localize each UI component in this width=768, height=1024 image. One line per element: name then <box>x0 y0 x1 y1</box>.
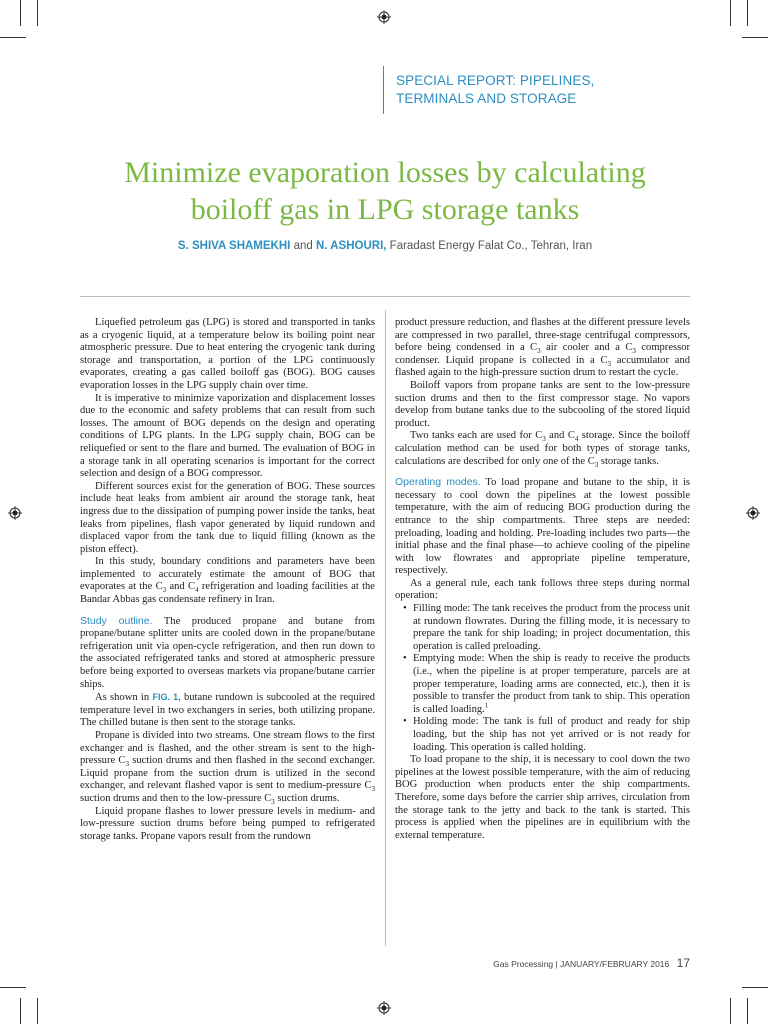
crop-mark-top-right-v <box>730 0 731 26</box>
paragraph-operating-modes: Operating modes. To load propane and butane to the ship, it is necessary to cool down the pipelines at the lowest possible temperature, with the aim of reducing BOG production during the entrance to the ship compartments. Three steps are needed: preloading, loading and holding. Pre-loading includes two parts—the initial phase and the final phase—to achieve cooling of the pipeline with low flowrates and appropriate pipeline temperature, respectively. <box>395 476 691 577</box>
paragraph: Boiloff vapors from propane tanks are sent to the low-pressure suction drums and then to the first compressor stage. No vapors develop from butane tanks due to the subcooling of the stored liquid product. <box>395 379 690 429</box>
issue-date: JANUARY/FEBRUARY 2016 <box>560 959 670 969</box>
article-title <box>60 154 710 228</box>
paragraph: Liquefied petroleum gas (LPG) is stored and transported in tanks as a cryogenic liquid, at a temperature below its boiling point near atmospheric pressure. Due to heat entering the cryogenic tank during storage and transportation, a portion of the LPG continuously evaporates, creating a gas called boiloff gas (BOG). BOG causes evaporation losses in the LPG supply chain over time. <box>80 317 375 391</box>
page-footer <box>480 956 690 970</box>
registration-mark-icon <box>746 506 760 520</box>
section-label-line1: SPECIAL REPORT: PIPELINES, <box>396 73 595 88</box>
paragraph: As a general rule, each tank follows three steps during normal operation: <box>395 577 690 602</box>
title-line2: boiloff gas in LPG storage tanks <box>190 193 580 226</box>
left-column <box>80 317 375 843</box>
paragraph: In this study, boundary conditions and parameters have been implemented to accurately estimate the amount of BOG that evaporates at the $C_3$ and $C_4$ refrigeration and loading facilities at the Bandar Abbas gas condensate refinery in Iran. <box>80 556 375 606</box>
registration-mark-icon <box>377 10 391 24</box>
subhead-operating-modes: Operating modes. <box>395 476 481 489</box>
affiliation: Faradast Energy Falat Co., Tehran, Iran <box>389 240 593 252</box>
paragraph: Different sources exist for the generation of BOG. These sources include heat leaks from ambient air around the storage tank, heat ingress due to the dissipation of pumping power inside the tanks, heat leaks from pipelines, flash vapor generated by liquid rundown and displaced vapor from the tank due to liquid filling (known as the piston effect). <box>80 480 375 555</box>
crop-mark-bottom-right-v <box>730 998 731 1024</box>
list-item: • Holding mode: The tank is full of product and ready for ship loading, but the ship has not yet arrived or is not ready for loading. This operation is called holding. <box>413 716 690 754</box>
crop-mark-top-left-h <box>0 37 26 38</box>
page-number: 17 <box>676 956 690 970</box>
crop-mark-top-left-v <box>37 0 38 26</box>
journal-name: Gas Processing <box>493 959 554 969</box>
author-2: N. ASHOURI, <box>315 240 387 252</box>
right-column <box>395 317 690 842</box>
paragraph: It is imperative to minimize vaporization and displacement losses due to the economic and safety problems that can result from such losses. The amount of BOG depends on the design and operating conditions of LPG plants. In the LPG supply chain, BOG can be reliquefied or sent to the flare and burned. The evaluation of BOG in a storage tank in all operating scenarios is important for the correct selection and design of a BOG compressor. <box>80 392 375 480</box>
paragraph: To load propane to the ship, it is necessary to cool down the two pipelines at the lowest possible temperature, with the aim of reducing BOG production when products enter the ship compartments. Therefore, some days before the carrier ship arrives, circulation from the storage tank to the jetty and back to the tank is started. This process is applied when the pipelines are in equilibrium with the external temperature. <box>395 754 690 841</box>
subhead-study-outline: Study outline. <box>80 614 153 627</box>
crop-mark-top-right-h <box>742 37 768 38</box>
crop-mark-bottom-right-v2 <box>747 998 748 1024</box>
footnote-ref[interactable]: 1 <box>484 701 489 710</box>
crop-mark-top-right-v2 <box>747 0 748 26</box>
column-rule <box>385 310 386 946</box>
author-1: S. SHIVA SHAMEKHI <box>177 240 291 252</box>
crop-mark-bottom-left-h <box>0 987 26 988</box>
registration-mark-icon <box>377 1001 391 1015</box>
list-item: • Emptying mode: When the ship is ready to receive the products (i.e., when the pipeline is at proper temperature, parcels are at proper temperature, loading arms are connected, etc.), then it is possible to transfer the product from tank to ship. This operation is called loading.$^1$ <box>413 653 690 716</box>
crop-mark-bottom-left-v2 <box>20 998 21 1024</box>
paragraph-study-outline: Study outline. The produced propane and butane from propane/butane splitter units are cooled down in the propane/butane refrigeration unit via open-cycle refrigeration, and then run down to the associated refrigerated tanks and stored at atmospheric pressure before being exported to overseas markets via propane/butane carrier ships. <box>80 614 375 690</box>
crop-mark-bottom-right-h <box>742 987 768 988</box>
list-item: • Filling mode: The tank receives the product from the process unit at rundown flowrates. During the filling mode, it is necessary to prepare the tank for ship loading; in project documentation, this operation is called preloading. <box>413 603 690 653</box>
crop-mark-top-left-v2 <box>20 0 21 26</box>
footer-separator: | <box>555 959 558 969</box>
paragraph: As shown in FIG. 1, butane rundown is subcooled at the required temperature level in two exchangers in series, both utilizing propane. The chilled butane is then sent to the storage tanks. <box>80 692 375 729</box>
header-rule <box>80 296 690 297</box>
byline-and: and <box>293 240 313 252</box>
paragraph: Two tanks each are used for $C_3$ and $C_4$ storage. Since the boiloff calculation method can be used for both types of storage tanks, calculations are described for only one of the $C_3$ storage tanks. <box>395 430 690 469</box>
section-label-line2: TERMINALS AND STORAGE <box>396 91 577 106</box>
paragraph: product pressure reduction, and flashes at the different pressure levels are compressed in two parallel, three-stage centrifugal compressors, before being condensed in a $C_3$ air cooler and a $C_3$ compressor condenser. Liquid propane is collected in a $C_3$ accumulator and flashed again to the high-pressure suction drum to restart the cycle. <box>395 317 691 379</box>
paragraph: Propane is divided into two streams. One stream flows to the first exchanger and is flashed, and the other stream is sent to the high-pressure $C_3$ suction drums and then flashed in the second exchanger. Liquid propane from the suction drum is utilized in the second exchanger, and relevant flashed vapor is sent to medium-pressure $C_3$ suction drums and then to the low-pressure $C_3$ suction drums. <box>80 730 375 807</box>
byline <box>60 240 710 252</box>
section-divider <box>383 66 384 114</box>
registration-mark-icon <box>8 506 22 520</box>
crop-mark-bottom-left-v <box>37 998 38 1024</box>
modes-list <box>395 603 690 754</box>
paragraph: Liquid propane flashes to lower pressure levels in medium- and low-pressure suction drums before being pumped to refrigerated storage tanks. Propane vapors result from the rundown <box>80 805 375 842</box>
section-label <box>396 72 696 108</box>
title-line1: Minimize evaporation losses by calculating <box>124 156 646 189</box>
figure-reference-link[interactable]: FIG. 1, <box>152 692 181 703</box>
